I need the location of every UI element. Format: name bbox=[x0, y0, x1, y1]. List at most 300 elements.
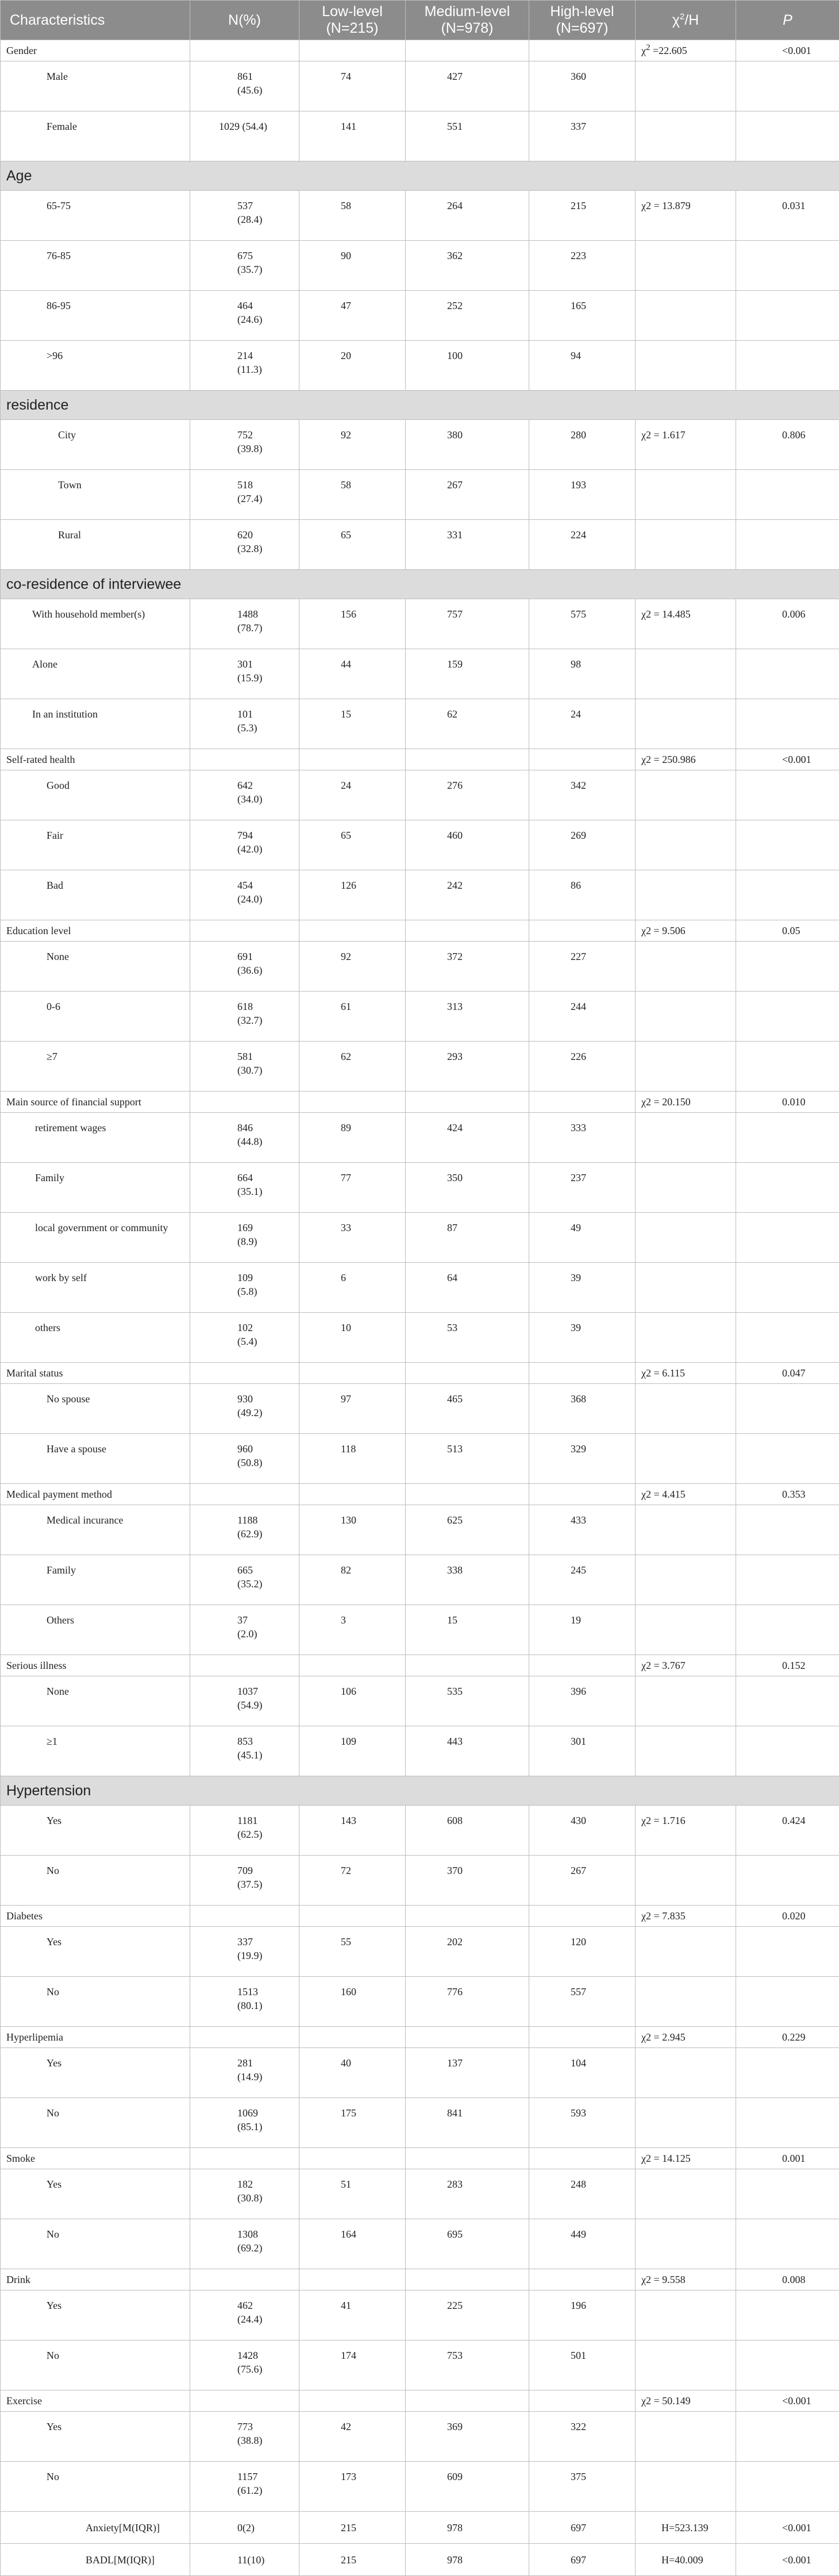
percent-value: (69.2) bbox=[237, 2242, 263, 2254]
percent-value: (24.4) bbox=[237, 2313, 263, 2325]
row-label-badl: BADL[M(IQR)] bbox=[1, 2544, 190, 2576]
empty-cell bbox=[736, 1676, 839, 1726]
group-label-smoke: Smoke bbox=[1, 2148, 190, 2169]
high-level-cell: 86 bbox=[529, 870, 636, 920]
n-value: 169 bbox=[237, 1222, 253, 1233]
percent-value: (39.8) bbox=[237, 443, 263, 454]
empty-cell bbox=[636, 2462, 736, 2512]
table-row bbox=[1, 341, 839, 391]
row-label: Female bbox=[1, 111, 190, 161]
low-level-cell: 33 bbox=[299, 1213, 406, 1263]
p-value-cell: 0.006 bbox=[736, 599, 839, 649]
n-value: 1181 bbox=[237, 1815, 257, 1826]
n-value: 109 bbox=[237, 1272, 253, 1283]
n-value: 675 bbox=[237, 250, 253, 261]
n-value: 1069 bbox=[237, 2107, 258, 2119]
row-label: Yes bbox=[1, 2290, 190, 2340]
low-level-cell: 89 bbox=[299, 1113, 406, 1163]
percent-value: (62.9) bbox=[237, 1528, 263, 1540]
empty-cell bbox=[636, 2048, 736, 2098]
group-label-financial: Main source of financial support bbox=[1, 1092, 190, 1113]
group-label-education: Education level bbox=[1, 920, 190, 942]
table-row bbox=[1, 1163, 839, 1213]
empty-cell bbox=[736, 820, 839, 870]
stat-cell: χ2 = 9.558 bbox=[636, 2269, 736, 2290]
empty-cell bbox=[736, 1163, 839, 1213]
high-level-cell: 697 bbox=[529, 2544, 636, 2576]
medium-level-cell: 465 bbox=[406, 1384, 529, 1434]
group-header-row bbox=[1, 1776, 839, 1806]
low-level-cell: 47 bbox=[299, 291, 406, 341]
percent-value: (30.8) bbox=[237, 2192, 263, 2204]
low-level-cell: 74 bbox=[299, 61, 406, 111]
empty-cell bbox=[736, 1927, 839, 1977]
p-value-cell: 0.353 bbox=[736, 1484, 839, 1505]
percent-value: (34.0) bbox=[237, 793, 263, 805]
medium-level-cell: 443 bbox=[406, 1726, 529, 1776]
group-label-selfrated: Self-rated health bbox=[1, 749, 190, 770]
group-label-diabetes: Diabetes bbox=[1, 1906, 190, 1927]
empty-cell bbox=[299, 920, 406, 942]
n-percent-cell bbox=[190, 1263, 299, 1313]
n-percent-cell bbox=[190, 341, 299, 391]
row-label: With household member(s) bbox=[1, 599, 190, 649]
row-label: 76-85 bbox=[1, 241, 190, 291]
low-level-cell: 126 bbox=[299, 870, 406, 920]
n-percent-cell: 11(10) bbox=[190, 2544, 299, 2576]
medium-level-cell: 370 bbox=[406, 1856, 529, 1906]
group-label-age: Age bbox=[1, 161, 839, 191]
table-row bbox=[1, 420, 839, 470]
stat-cell: χ2 = 14.485 bbox=[636, 599, 736, 649]
empty-cell bbox=[190, 920, 299, 942]
empty-cell bbox=[636, 1163, 736, 1213]
empty-cell bbox=[736, 1555, 839, 1605]
n-percent-cell bbox=[190, 770, 299, 820]
empty-cell bbox=[636, 1927, 736, 1977]
percent-value: (32.8) bbox=[237, 543, 263, 554]
n-value: 454 bbox=[237, 880, 253, 891]
empty-cell bbox=[406, 1363, 529, 1384]
empty-cell bbox=[636, 291, 736, 341]
table-row bbox=[1, 1434, 839, 1484]
table-row bbox=[1, 2169, 839, 2219]
row-label: 86-95 bbox=[1, 291, 190, 341]
percent-value: (35.1) bbox=[237, 1186, 263, 1197]
empty-cell bbox=[406, 40, 529, 61]
n-value: 581 bbox=[237, 1051, 253, 1062]
low-level-cell: 215 bbox=[299, 2512, 406, 2544]
n-percent-cell bbox=[190, 1676, 299, 1726]
table-row bbox=[1, 1113, 839, 1163]
row-label: Rural bbox=[1, 520, 190, 570]
percent-value: (14.9) bbox=[237, 2071, 263, 2083]
percent-value: (61.2) bbox=[237, 2485, 263, 2496]
n-value: 665 bbox=[237, 1564, 253, 1576]
medium-level-cell: 551 bbox=[406, 111, 529, 161]
empty-cell bbox=[636, 2098, 736, 2148]
medium-level-cell: 695 bbox=[406, 2219, 529, 2269]
table-row bbox=[1, 2412, 839, 2462]
group-header-row bbox=[1, 2269, 839, 2290]
empty-cell bbox=[636, 1856, 736, 1906]
n-percent-cell bbox=[190, 2290, 299, 2340]
low-level-cell: 65 bbox=[299, 520, 406, 570]
empty-cell bbox=[299, 2269, 406, 2290]
table-row bbox=[1, 470, 839, 520]
low-level-cell: 77 bbox=[299, 1163, 406, 1213]
low-level-cell: 58 bbox=[299, 191, 406, 241]
empty-cell bbox=[636, 1676, 736, 1726]
row-label: Medical incurance bbox=[1, 1505, 190, 1555]
empty-cell bbox=[736, 341, 839, 391]
empty-cell bbox=[736, 2219, 839, 2269]
low-level-cell: 173 bbox=[299, 2462, 406, 2512]
table-body-sections bbox=[1, 161, 839, 2512]
n-percent-cell bbox=[190, 942, 299, 992]
low-level-cell: 92 bbox=[299, 420, 406, 470]
row-label: local government or community bbox=[1, 1213, 190, 1263]
header-low-line2: (N=215) bbox=[326, 20, 378, 36]
p-value-cell: 0.424 bbox=[736, 1806, 839, 1856]
empty-cell bbox=[736, 699, 839, 749]
group-header-row bbox=[1, 40, 839, 61]
row-label: retirement wages bbox=[1, 1113, 190, 1163]
medium-level-cell: 380 bbox=[406, 420, 529, 470]
n-value: 462 bbox=[237, 2300, 253, 2311]
low-level-cell: 42 bbox=[299, 2412, 406, 2462]
p-value-cell: <0.001 bbox=[736, 2544, 839, 2576]
n-value: 1188 bbox=[237, 1514, 257, 1526]
medium-level-cell: 252 bbox=[406, 291, 529, 341]
stat-cell bbox=[636, 40, 736, 61]
medium-level-cell: 313 bbox=[406, 992, 529, 1042]
n-percent-cell bbox=[190, 1042, 299, 1092]
header-chi-symbol: χ bbox=[672, 12, 680, 28]
medium-level-cell: 978 bbox=[406, 2544, 529, 2576]
empty-cell bbox=[529, 1906, 636, 1927]
empty-cell bbox=[406, 1092, 529, 1113]
high-level-cell: 368 bbox=[529, 1384, 636, 1434]
row-label: Others bbox=[1, 1605, 190, 1655]
low-level-cell: 164 bbox=[299, 2219, 406, 2269]
low-level-cell: 174 bbox=[299, 2340, 406, 2390]
n-percent-cell bbox=[190, 2048, 299, 2098]
medium-level-cell: 753 bbox=[406, 2340, 529, 2390]
empty-cell bbox=[190, 749, 299, 770]
medium-level-cell: 372 bbox=[406, 942, 529, 992]
n-value: 518 bbox=[237, 479, 253, 491]
empty-cell bbox=[636, 2169, 736, 2219]
high-level-cell: 39 bbox=[529, 1313, 636, 1363]
table-row bbox=[1, 241, 839, 291]
stat-cell: χ2 = 4.415 bbox=[636, 1484, 736, 1505]
header-medium-level bbox=[406, 1, 529, 40]
empty-cell bbox=[736, 1856, 839, 1906]
low-level-cell: 160 bbox=[299, 1977, 406, 2027]
n-percent-cell bbox=[190, 649, 299, 699]
table-row bbox=[1, 1313, 839, 1363]
medium-level-cell: 53 bbox=[406, 1313, 529, 1363]
n-value: 337 bbox=[237, 1936, 253, 1948]
empty-cell bbox=[736, 2290, 839, 2340]
n-value: 861 bbox=[237, 71, 253, 82]
group-label-illness: Serious illness bbox=[1, 1655, 190, 1676]
empty-cell bbox=[299, 1484, 406, 1505]
n-value: 301 bbox=[237, 658, 253, 670]
n-value: 1513 bbox=[237, 1986, 258, 1997]
n-value: 182 bbox=[237, 2178, 253, 2190]
table-row bbox=[1, 520, 839, 570]
stat-cell: χ2 = 9.506 bbox=[636, 920, 736, 942]
n-value: 464 bbox=[237, 300, 253, 311]
percent-value: (49.2) bbox=[237, 1407, 263, 1418]
percent-value: (19.9) bbox=[237, 1950, 263, 1961]
low-level-cell: 62 bbox=[299, 1042, 406, 1092]
row-label: None bbox=[1, 942, 190, 992]
table-row bbox=[1, 2048, 839, 2098]
empty-cell bbox=[299, 1906, 406, 1927]
percent-value: (85.1) bbox=[237, 2121, 263, 2132]
n-percent-cell bbox=[190, 1726, 299, 1776]
table-row bbox=[1, 649, 839, 699]
stat-cell: χ2 = 13.879 bbox=[636, 191, 736, 241]
medium-level-cell: 535 bbox=[406, 1676, 529, 1726]
empty-cell bbox=[736, 1263, 839, 1313]
p-value-cell: <0.001 bbox=[736, 2512, 839, 2544]
table-row bbox=[1, 2462, 839, 2512]
low-level-cell: 20 bbox=[299, 341, 406, 391]
n-percent-cell bbox=[190, 520, 299, 570]
high-level-cell: 360 bbox=[529, 61, 636, 111]
percent-value: (5.8) bbox=[237, 1286, 257, 1297]
high-level-cell: 375 bbox=[529, 2462, 636, 2512]
medium-level-cell: 424 bbox=[406, 1113, 529, 1163]
high-level-cell: 215 bbox=[529, 191, 636, 241]
empty-cell bbox=[636, 1555, 736, 1605]
table-row bbox=[1, 1384, 839, 1434]
medium-level-cell: 15 bbox=[406, 1605, 529, 1655]
high-level-cell: 193 bbox=[529, 470, 636, 520]
n-value: 1488 bbox=[237, 608, 258, 620]
medium-level-cell: 513 bbox=[406, 1434, 529, 1484]
group-header-row bbox=[1, 2148, 839, 2169]
percent-value: (2.0) bbox=[237, 1628, 257, 1640]
empty-cell bbox=[636, 61, 736, 111]
group-label-medical: Medical payment method bbox=[1, 1484, 190, 1505]
empty-cell bbox=[190, 40, 299, 61]
percent-value: (8.9) bbox=[237, 1236, 257, 1247]
n-percent-cell bbox=[190, 1163, 299, 1213]
group-header-row bbox=[1, 1092, 839, 1113]
p-value-cell: 0.031 bbox=[736, 191, 839, 241]
empty-cell bbox=[736, 870, 839, 920]
row-label: City bbox=[1, 420, 190, 470]
empty-cell bbox=[636, 1213, 736, 1263]
stat-cell: χ2 = 2.945 bbox=[636, 2027, 736, 2048]
percent-value: (5.3) bbox=[237, 722, 257, 734]
group-label-residence: residence bbox=[1, 391, 839, 420]
medium-level-cell: 625 bbox=[406, 1505, 529, 1555]
n-value: 794 bbox=[237, 830, 253, 841]
empty-cell bbox=[529, 2148, 636, 2169]
high-level-cell: 557 bbox=[529, 1977, 636, 2027]
n-value: 214 bbox=[237, 350, 253, 361]
empty-cell bbox=[299, 2027, 406, 2048]
table-row bbox=[1, 2098, 839, 2148]
empty-cell bbox=[736, 1726, 839, 1776]
n-percent-cell bbox=[190, 2169, 299, 2219]
empty-cell bbox=[736, 770, 839, 820]
empty-cell bbox=[736, 1213, 839, 1263]
n-percent-cell bbox=[190, 1927, 299, 1977]
empty-cell bbox=[636, 1977, 736, 2027]
low-level-cell: 40 bbox=[299, 2048, 406, 2098]
row-label: Fair bbox=[1, 820, 190, 870]
empty-cell bbox=[636, 1263, 736, 1313]
high-level-cell: 329 bbox=[529, 1434, 636, 1484]
high-level-cell: 280 bbox=[529, 420, 636, 470]
empty-cell bbox=[406, 2027, 529, 2048]
n-value: 1428 bbox=[237, 2350, 258, 2361]
low-level-cell: 24 bbox=[299, 770, 406, 820]
stat-cell: H=40.009 bbox=[636, 2544, 736, 2576]
n-percent-cell bbox=[190, 191, 299, 241]
high-level-cell: 19 bbox=[529, 1605, 636, 1655]
table-header-row bbox=[1, 1, 839, 40]
medium-level-cell: 608 bbox=[406, 1806, 529, 1856]
empty-cell bbox=[736, 2098, 839, 2148]
row-label: No bbox=[1, 2462, 190, 2512]
high-level-cell: 104 bbox=[529, 2048, 636, 2098]
high-level-cell: 322 bbox=[529, 2412, 636, 2462]
header-n-percent: N(%) bbox=[190, 1, 299, 40]
row-label: 0-6 bbox=[1, 992, 190, 1042]
header-p-value: P bbox=[736, 1, 839, 40]
empty-cell bbox=[529, 1363, 636, 1384]
percent-value: (36.6) bbox=[237, 965, 263, 976]
n-value: 960 bbox=[237, 1443, 253, 1455]
empty-cell bbox=[736, 1042, 839, 1092]
empty-cell bbox=[636, 1605, 736, 1655]
empty-cell bbox=[736, 61, 839, 111]
n-percent-cell bbox=[190, 2098, 299, 2148]
empty-cell bbox=[736, 2340, 839, 2390]
high-level-cell: 449 bbox=[529, 2219, 636, 2269]
n-percent-cell: 0(2) bbox=[190, 2512, 299, 2544]
empty-cell bbox=[636, 1726, 736, 1776]
high-level-cell: 301 bbox=[529, 1726, 636, 1776]
high-level-cell: 575 bbox=[529, 599, 636, 649]
row-label: No bbox=[1, 2098, 190, 2148]
header-high-level bbox=[529, 1, 636, 40]
empty-cell bbox=[636, 992, 736, 1042]
empty-cell bbox=[529, 40, 636, 61]
empty-cell bbox=[529, 2269, 636, 2290]
stat-chi-symbol: χ bbox=[641, 45, 646, 56]
empty-cell bbox=[636, 341, 736, 391]
empty-cell bbox=[406, 920, 529, 942]
empty-cell bbox=[736, 1113, 839, 1163]
group-header-row bbox=[1, 2390, 839, 2412]
empty-cell bbox=[736, 649, 839, 699]
empty-cell bbox=[636, 649, 736, 699]
percent-value: (45.6) bbox=[237, 84, 263, 96]
percent-value: (27.4) bbox=[237, 493, 263, 504]
p-value-cell: 0.152 bbox=[736, 1655, 839, 1676]
row-label: Yes bbox=[1, 1927, 190, 1977]
empty-cell bbox=[636, 111, 736, 161]
empty-cell bbox=[636, 1505, 736, 1555]
header-high-line2: (N=697) bbox=[556, 20, 608, 36]
medium-level-cell: 267 bbox=[406, 470, 529, 520]
medium-level-cell: 64 bbox=[406, 1263, 529, 1313]
row-label: others bbox=[1, 1313, 190, 1363]
table-row bbox=[1, 1213, 839, 1263]
group-header-row bbox=[1, 2027, 839, 2048]
empty-cell bbox=[736, 1605, 839, 1655]
p-value-cell: 0.806 bbox=[736, 420, 839, 470]
percent-value: (30.7) bbox=[237, 1065, 263, 1076]
table-row bbox=[1, 1042, 839, 1092]
stat-cell: H=523.139 bbox=[636, 2512, 736, 2544]
high-level-cell: 94 bbox=[529, 341, 636, 391]
table-row bbox=[1, 191, 839, 241]
n-value: 691 bbox=[237, 951, 253, 962]
percent-value: (24.0) bbox=[237, 893, 263, 905]
percent-value: (24.6) bbox=[237, 314, 263, 325]
row-label: >96 bbox=[1, 341, 190, 391]
high-level-cell: 24 bbox=[529, 699, 636, 749]
row-label: No bbox=[1, 1856, 190, 1906]
row-label: Yes bbox=[1, 2169, 190, 2219]
empty-cell bbox=[190, 1906, 299, 1927]
high-level-cell: 165 bbox=[529, 291, 636, 341]
n-percent-cell bbox=[190, 470, 299, 520]
row-label: No bbox=[1, 1977, 190, 2027]
high-level-cell: 337 bbox=[529, 111, 636, 161]
empty-cell bbox=[190, 1484, 299, 1505]
empty-cell bbox=[636, 520, 736, 570]
n-value: 1308 bbox=[237, 2228, 258, 2240]
empty-cell bbox=[736, 520, 839, 570]
stat-cell: χ2 = 250.986 bbox=[636, 749, 736, 770]
n-percent-cell bbox=[190, 1434, 299, 1484]
medium-level-cell: 159 bbox=[406, 649, 529, 699]
row-label: No bbox=[1, 2340, 190, 2390]
low-level-cell: 143 bbox=[299, 1806, 406, 1856]
n-percent-cell bbox=[190, 1505, 299, 1555]
empty-cell bbox=[406, 2148, 529, 2169]
empty-cell bbox=[406, 1655, 529, 1676]
n-value: 37 bbox=[237, 1614, 248, 1626]
n-percent-cell bbox=[190, 1856, 299, 1906]
table-row bbox=[1, 2512, 839, 2544]
n-percent-cell bbox=[190, 1806, 299, 1856]
n-percent-cell bbox=[190, 599, 299, 649]
n-value: 537 bbox=[237, 200, 253, 211]
low-level-cell: 82 bbox=[299, 1555, 406, 1605]
row-label: Family bbox=[1, 1163, 190, 1213]
empty-cell bbox=[736, 992, 839, 1042]
medium-level-cell: 362 bbox=[406, 241, 529, 291]
percent-value: (32.7) bbox=[237, 1015, 263, 1026]
n-percent-cell bbox=[190, 1384, 299, 1434]
empty-cell bbox=[636, 942, 736, 992]
n-percent-cell bbox=[190, 992, 299, 1042]
percent-value: (75.6) bbox=[237, 2363, 263, 2375]
row-label: Alone bbox=[1, 649, 190, 699]
